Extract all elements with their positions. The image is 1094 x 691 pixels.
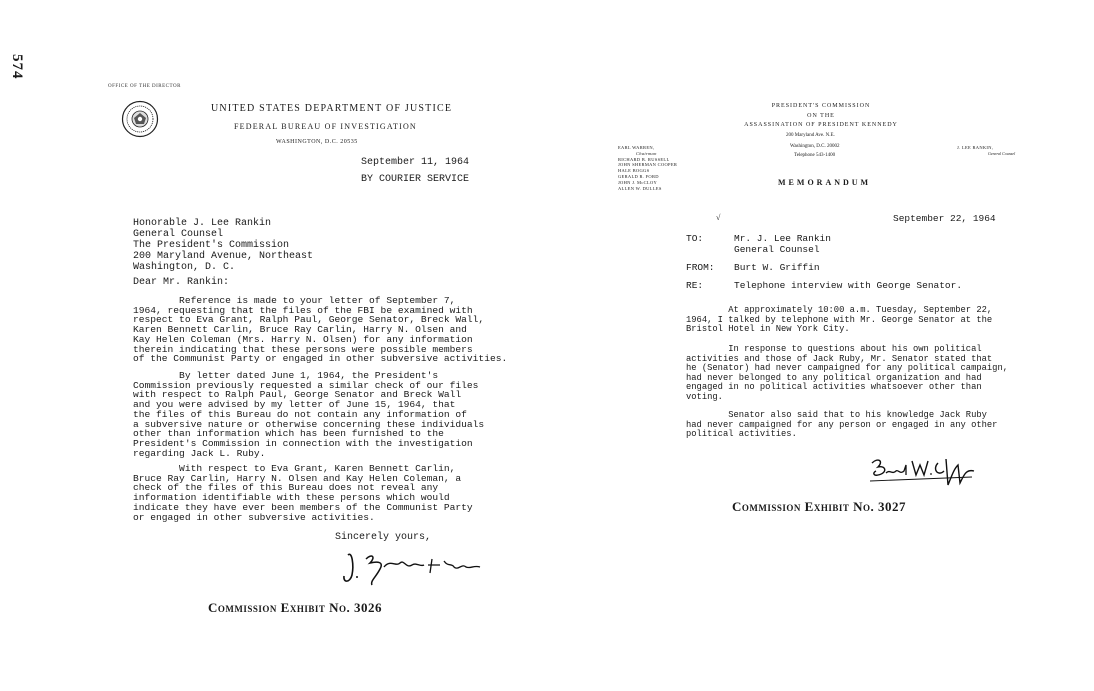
- doj-seal-icon: [121, 100, 159, 138]
- to-line: General Counsel: [734, 244, 820, 255]
- letter-paragraph: Reference is made to your letter of September 7, 1964, requesting that the files of the FBI be examined with respect to Eva Grant, Ralph Paul, George Senator, Breck Wall, Karen Bennett Carlin, Bruce Ray Carlin, Harry N. Olsen and Kay Helen Coleman (Mrs. Harry N. Olsen) for any information therein indicating that these persons were possible members of the Communist Party or engaged in other subversive activities.: [133, 295, 508, 365]
- member-name: GERALD R. FORD: [618, 173, 659, 179]
- exhibit-caption: [208, 600, 382, 616]
- general-counsel-title: General Counsel: [988, 151, 1016, 156]
- office-of-director-text: OFFICE OF THE DIRECTOR: [108, 84, 181, 89]
- delivery-method: BY COURIER SERVICE: [361, 174, 470, 185]
- member-name: HALE BOGGS: [618, 168, 650, 174]
- commission-heading: PRESIDENT'S COMMISSION: [771, 103, 871, 109]
- salutation: Dear Mr. Rankin:: [133, 277, 230, 288]
- letter-date: September 11, 1964: [361, 157, 470, 168]
- from-label: FROM:: [686, 262, 715, 273]
- commission-members: [618, 145, 677, 191]
- re-value: Telephone interview with George Senator.: [734, 280, 963, 291]
- member-name: RICHARD B. RUSSELL: [618, 156, 670, 162]
- address-line: The President's Commission: [133, 240, 290, 251]
- bureau-city: WASHINGTON, D.C. 20535: [276, 139, 358, 145]
- commission-heading: ON THE: [807, 113, 835, 119]
- member-name: JOHN SHERMAN COOPER: [618, 162, 678, 168]
- commission-address: Washington, D.C. 20002: [790, 144, 840, 149]
- address-line: Honorable J. Lee Rankin: [133, 218, 272, 229]
- griffin-signature-icon: [868, 455, 978, 489]
- address-line: 200 Maryland Avenue, Northeast: [133, 251, 314, 262]
- hoover-signature-icon: [340, 547, 495, 587]
- address-line: Washington, D. C.: [133, 262, 236, 273]
- check-mark-icon: √: [716, 213, 721, 222]
- page-number: 574: [9, 54, 25, 80]
- memo-paragraph: In response to questions about his own political activities and those of Jack Ruby, Mr. Senator stated that he (Senator) had never campaigned for any political campaign, had never belonged to any political organization and had engaged in no political activities whatsoever other than voting.: [686, 344, 1009, 402]
- exhibit-caption: [732, 499, 906, 515]
- letter-paragraph: By letter dated June 1, 1964, the President's Commission previously requested a similar check of our files with respect to Ralph Paul, George Senator and Breck Wall and you were advised by my letter of June 15, 1964, that the files of this Bureau do not contain any information of a subversive nature or otherwise concerning these individuals other than information which has been furnished to the President's Commission in connection with the investigation regarding Jack L. Ruby.: [133, 370, 485, 459]
- commission-address: 200 Maryland Ave. N.E.: [786, 133, 835, 138]
- letter-paragraph: With respect to Eva Grant, Karen Bennett Carlin, Bruce Ray Carlin, Harry N. Olsen and Kay Helen Coleman, a check of the files of this Bureau does not reveal any information identifiable with these persons which would indicate they have ever been members of the Communist Party or engaged in other subversive activities.: [133, 463, 473, 523]
- address-line: General Counsel: [133, 229, 224, 240]
- to-line: Mr. J. Lee Rankin: [734, 233, 831, 244]
- to-value: [734, 233, 831, 255]
- re-label: RE:: [686, 280, 704, 291]
- from-value: Burt W. Griffin: [734, 262, 820, 273]
- exhibit-caption-text: Commission Exhibit No. 3027: [732, 499, 906, 514]
- memo-paragraph: At approximately 10:00 a.m. Tuesday, September 22, 1964, I talked by telephone with Mr. George Senator at the Bristol Hotel in New York City.: [686, 305, 993, 334]
- commission-heading: ASSASSINATION OF PRESIDENT KENNEDY: [744, 122, 898, 128]
- memo-paragraph: Senator also said that to his knowledge Jack Ruby had never campaigned for any person or engaged in any other political activities.: [686, 410, 998, 439]
- member-name: EARL WARREN,: [618, 145, 655, 150]
- member-name: JOHN J. McCLOY: [618, 179, 658, 185]
- closing: Sincerely yours,: [335, 532, 432, 543]
- member-title: Chairman: [636, 150, 657, 156]
- memo-date: September 22, 1964: [893, 213, 996, 224]
- commission-phone: Telephone 543-1400: [794, 153, 836, 158]
- bureau-heading: FEDERAL BUREAU OF INVESTIGATION: [234, 122, 417, 131]
- department-heading: UNITED STATES DEPARTMENT OF JUSTICE: [211, 103, 453, 114]
- memo-title: MEMORANDUM: [778, 178, 872, 187]
- exhibit-caption-text: Commission Exhibit No. 3026: [208, 600, 382, 615]
- general-counsel-name: J. LEE RANKIN,: [957, 145, 994, 150]
- to-label: TO:: [686, 233, 704, 244]
- member-name: ALLEN W. DULLES: [618, 185, 662, 191]
